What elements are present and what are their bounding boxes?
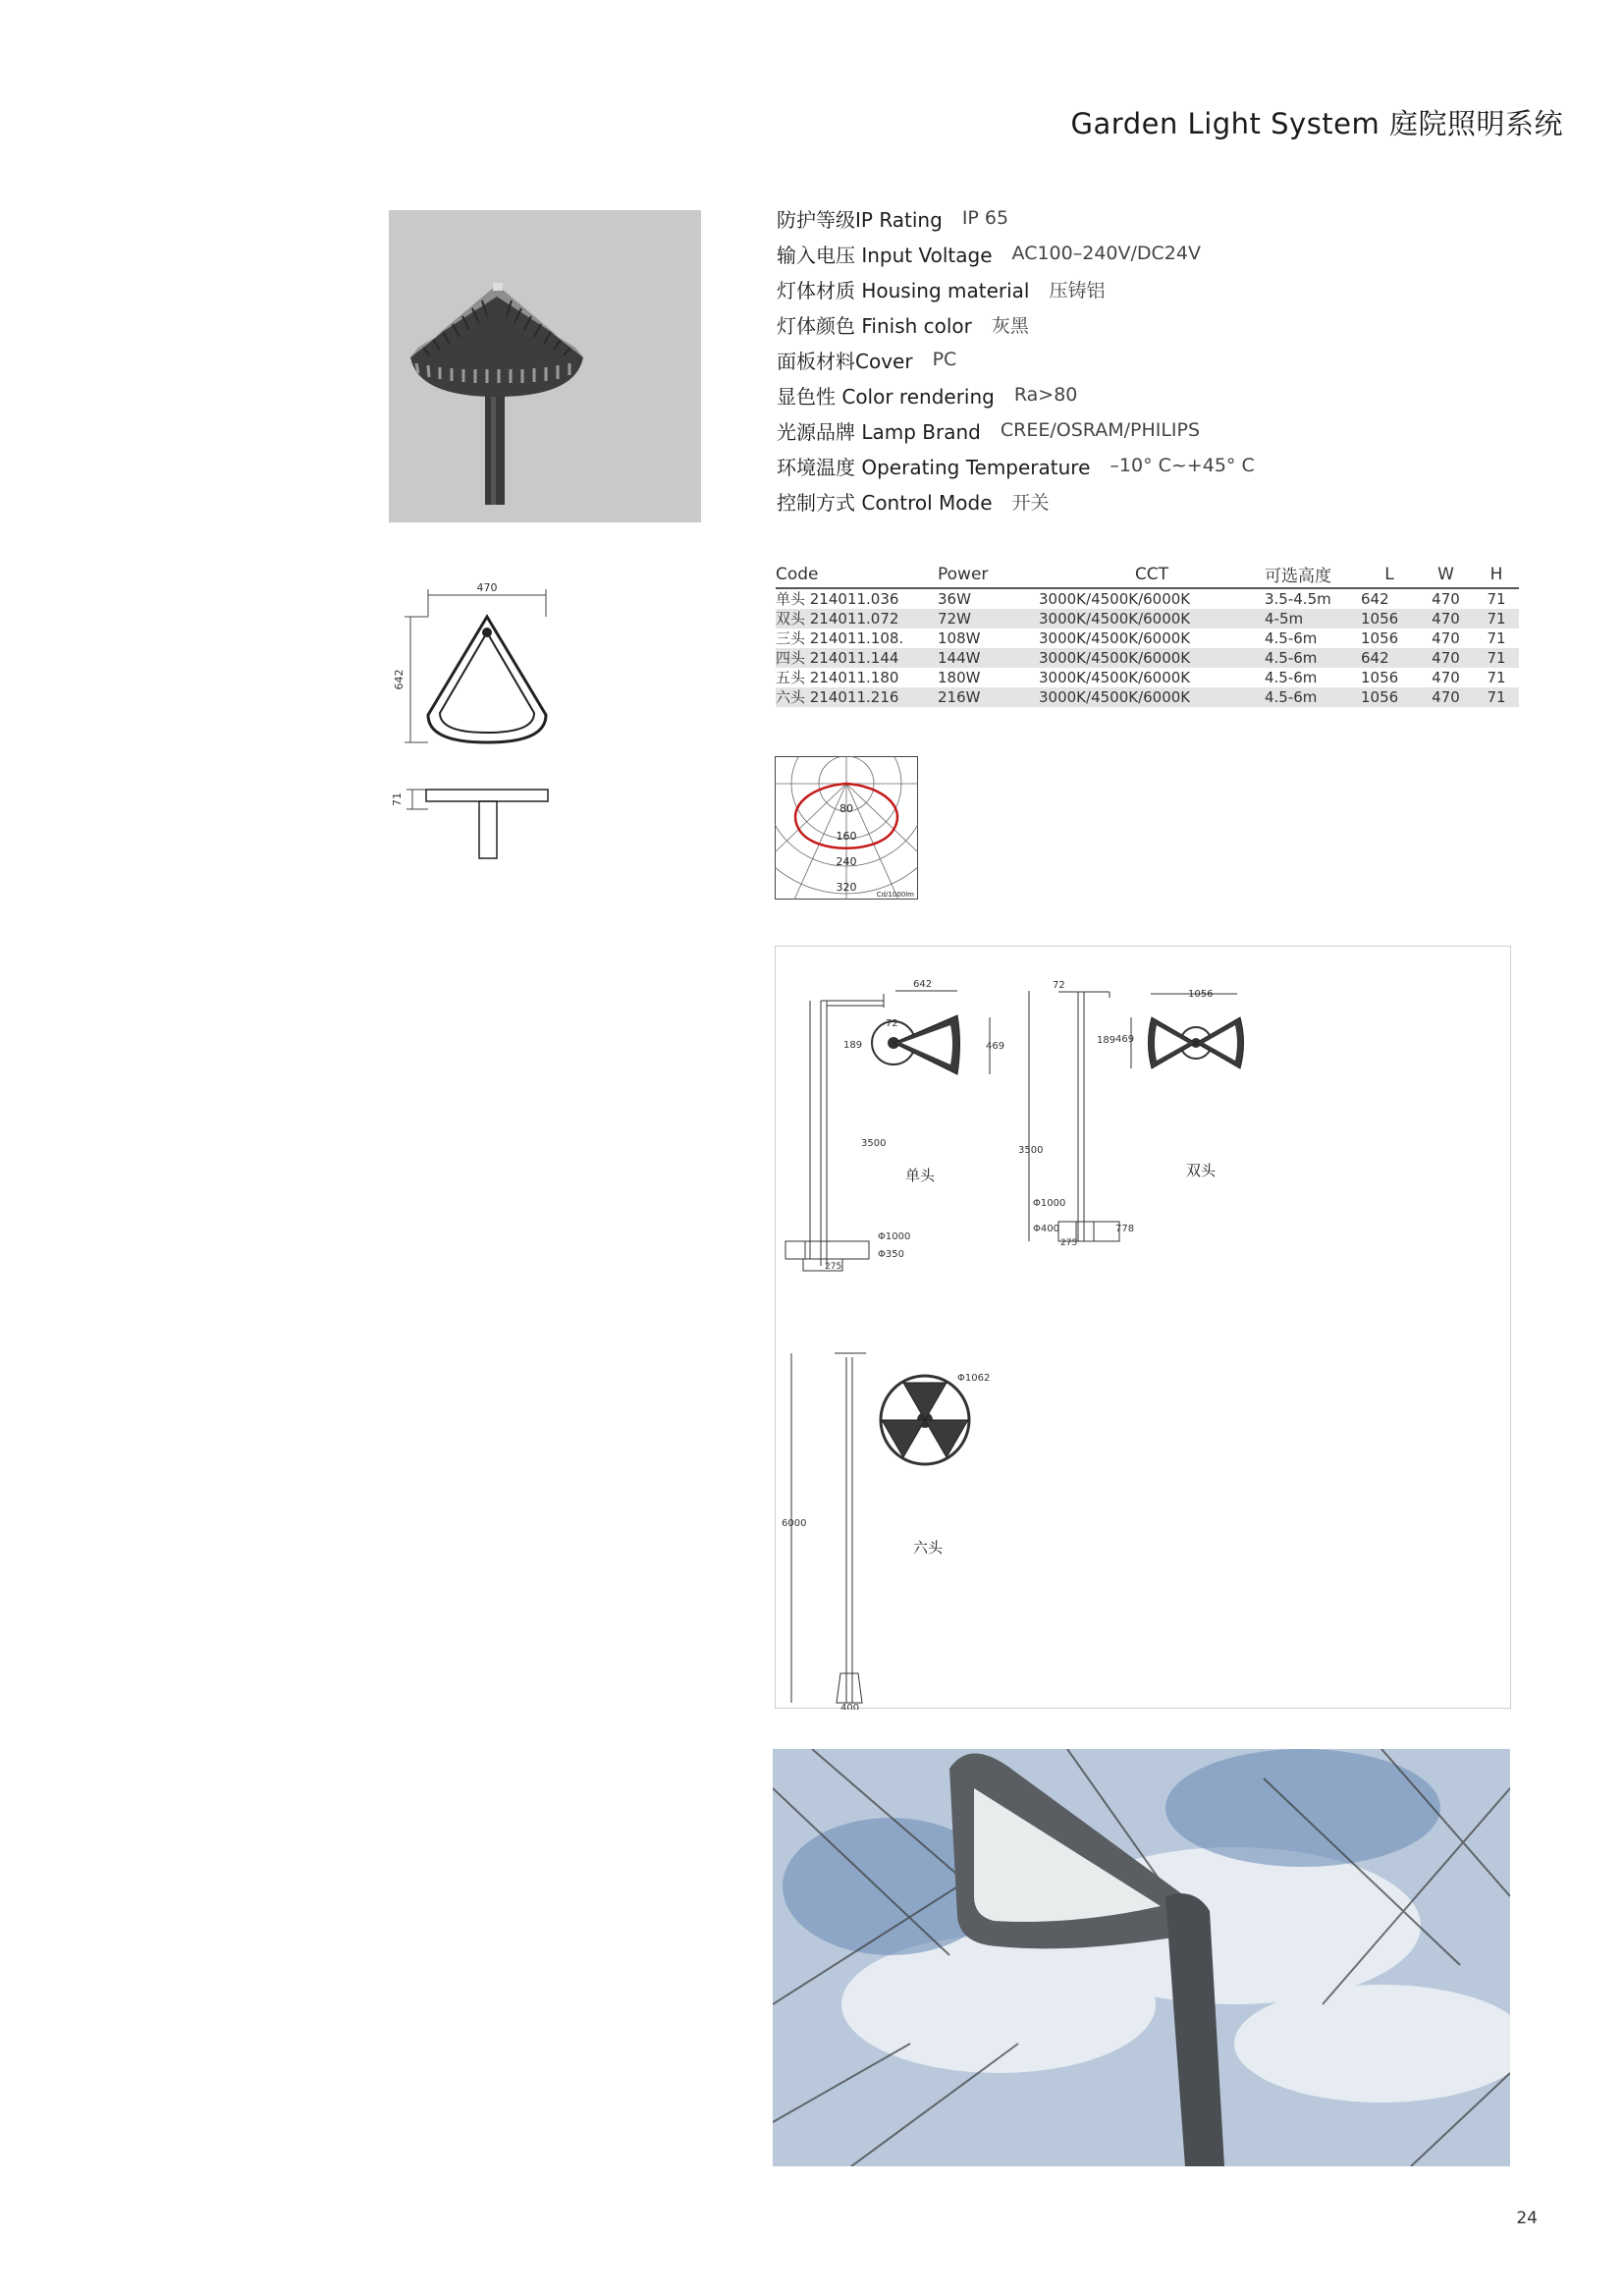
column-header: H (1474, 562, 1519, 588)
spec-value: AC100–240V/DC24V (1011, 243, 1201, 264)
table-row (776, 628, 1519, 648)
table-cell: 71 (1487, 590, 1506, 608)
spec-row (777, 377, 1523, 412)
table-row (776, 687, 1519, 707)
single-span-dimension: 642 (913, 979, 933, 990)
column-header: 可选高度 (1265, 562, 1361, 588)
double-arm-dimension: 189 (1097, 1035, 1116, 1046)
table-cell: 3000K/4500K/6000K (1039, 590, 1191, 608)
table-cell: 180W (938, 669, 981, 686)
table-cell: 4-5m (1265, 609, 1361, 628)
spec-label: 环境温度 Operating Temperature (777, 455, 1091, 479)
table-cell: 470 (1418, 609, 1474, 628)
double-span-dimension: 1056 (1188, 989, 1214, 1000)
table-cell: 3000K/4500K/6000K (1039, 648, 1265, 668)
table-cell: 双头 214011.072 (776, 609, 938, 628)
scene-photo (773, 1749, 1510, 2166)
table-cell: 1056 (1361, 687, 1418, 707)
spec-row (777, 483, 1523, 519)
double-height-dimension: 3500 (1018, 1145, 1044, 1156)
table-cell: 单头 214011.036 (776, 590, 899, 608)
table-cell: 3000K/4500K/6000K (1039, 687, 1265, 707)
six-base-dimension: 400 (840, 1703, 860, 1710)
spec-label: 控制方式 Control Mode (777, 490, 993, 515)
installation-drawings (775, 946, 1511, 1709)
double-bolt-dimension: 275 (1060, 1238, 1078, 1248)
table-cell: 三头 214011.108. (776, 629, 904, 647)
table-cell: 71 (1487, 629, 1506, 647)
table-cell: 144W (938, 648, 1039, 668)
spec-label: 灯体颜色 Finish color (777, 313, 972, 338)
table-cell: 470 (1418, 648, 1474, 668)
table-cell: 71 (1474, 648, 1519, 668)
single-head-label: 单头 (905, 1167, 936, 1184)
double-foundation-dimension: Φ1000 (1033, 1198, 1066, 1209)
table-row (776, 648, 1519, 668)
six-height-dimension: 6000 (782, 1518, 807, 1529)
table-cell: 4.5-6m (1265, 629, 1318, 647)
table-cell: 642 (1361, 590, 1389, 608)
table-row (776, 588, 1519, 609)
spec-value: 压铸铝 (1049, 279, 1106, 301)
single-depth-dimension: 469 (986, 1041, 1005, 1052)
ring-label: 160 (836, 830, 857, 843)
spec-value: 开关 (1011, 491, 1050, 514)
column-header: W (1418, 562, 1474, 588)
side-view-drawing (389, 776, 566, 874)
spec-label: 显色性 Color rendering (777, 384, 995, 409)
spec-label: 灯体材质 Housing material (777, 278, 1030, 302)
spec-value: CREE/OSRAM/PHILIPS (1000, 419, 1201, 441)
table-cell: 72W (938, 609, 1039, 628)
spec-value: –10° C~+45° C (1110, 455, 1255, 476)
page-number: 24 (1516, 2209, 1538, 2228)
six-head-label: 六头 (913, 1539, 944, 1557)
spec-label: 光源品牌 Lamp Brand (777, 419, 981, 444)
table-cell: 1056 (1361, 609, 1418, 628)
single-height-dimension: 3500 (861, 1138, 887, 1149)
single-foundation-dimension: Φ1000 (878, 1231, 911, 1242)
double-head-label: 双头 (1186, 1162, 1217, 1179)
table-cell: 4.5-6m (1265, 669, 1318, 686)
table-cell: 71 (1487, 669, 1506, 686)
table-cell: 四头 214011.144 (776, 648, 938, 668)
garden-light-render (389, 210, 701, 522)
single-bolt-dimension: 275 (825, 1262, 842, 1272)
table-cell: 4.5-6m (1265, 687, 1361, 707)
table-cell: 1056 (1361, 629, 1399, 647)
spec-row (777, 306, 1523, 342)
scene-photo-illustration (773, 1749, 1510, 2166)
spec-label: 防护等级IP Rating (777, 207, 943, 232)
single-top-dimension: 72 (886, 1018, 898, 1029)
table-cell: 4.5-6m (1265, 648, 1361, 668)
model-table (776, 562, 1519, 707)
ring-label: 320 (836, 881, 857, 894)
table-cell: 3000K/4500K/6000K (1039, 669, 1191, 686)
column-header: CCT (1039, 562, 1265, 588)
installation-drawings-svg (776, 947, 1512, 1710)
double-top-dimension: 72 (1053, 980, 1065, 991)
table-header-row (776, 562, 1519, 588)
spec-label: 输入电压 Input Voltage (777, 243, 993, 267)
table-cell: 3000K/4500K/6000K (1039, 629, 1191, 647)
spec-value: PC (932, 349, 957, 370)
double-flange-dimension: Φ400 (1033, 1224, 1059, 1234)
single-arm-dimension: 189 (843, 1040, 863, 1051)
column-header: Power (938, 562, 1039, 588)
spec-value: Ra>80 (1013, 384, 1078, 406)
table-cell: 六头 214011.216 (776, 687, 938, 707)
spec-row (777, 271, 1523, 306)
table-cell: 470 (1432, 669, 1460, 686)
table-cell: 五头 214011.180 (776, 669, 899, 686)
spec-row (777, 342, 1523, 377)
spec-value: IP 65 (961, 207, 1009, 229)
page-title: Garden Light System 庭院照明系统 (1070, 107, 1563, 140)
spec-row (777, 412, 1523, 448)
table-cell: 216W (938, 687, 1039, 707)
spec-row (777, 200, 1523, 236)
table-row (776, 609, 1519, 628)
table-row (776, 668, 1519, 687)
table-cell: 71 (1474, 687, 1519, 707)
table-cell: 470 (1432, 629, 1460, 647)
length-dimension: 642 (393, 669, 406, 690)
height-dimension: 71 (391, 792, 404, 806)
table-cell: 108W (938, 629, 981, 647)
table-cell: 3000K/4500K/6000K (1039, 609, 1265, 628)
table-cell: 470 (1418, 687, 1474, 707)
ring-label: 240 (836, 855, 857, 868)
spec-list (777, 200, 1523, 519)
spec-value: 灰黑 (991, 314, 1029, 337)
column-header: L (1361, 562, 1418, 588)
product-photo (389, 210, 701, 522)
table-cell: 36W (938, 590, 971, 608)
spec-row (777, 448, 1523, 483)
single-flange-dimension: Φ350 (878, 1249, 904, 1260)
ring-label: 80 (839, 802, 853, 815)
table-cell: 71 (1474, 609, 1519, 628)
table-cell: 470 (1432, 590, 1460, 608)
six-diameter-dimension: Φ1062 (957, 1373, 991, 1384)
table-cell: 1056 (1361, 669, 1399, 686)
table-cell: 642 (1361, 648, 1418, 668)
spec-row (777, 236, 1523, 271)
double-base-dimension: 778 (1115, 1224, 1135, 1234)
top-view-drawing (389, 577, 566, 754)
chart-unit: Cd/1000lm (876, 891, 914, 899)
spec-label: 面板材料Cover (777, 349, 913, 373)
column-header: Code (776, 562, 938, 588)
light-distribution-chart (775, 756, 918, 900)
width-dimension: 470 (476, 581, 498, 594)
table-cell: 3.5-4.5m (1265, 590, 1331, 608)
double-depth-dimension: 469 (1115, 1034, 1135, 1045)
